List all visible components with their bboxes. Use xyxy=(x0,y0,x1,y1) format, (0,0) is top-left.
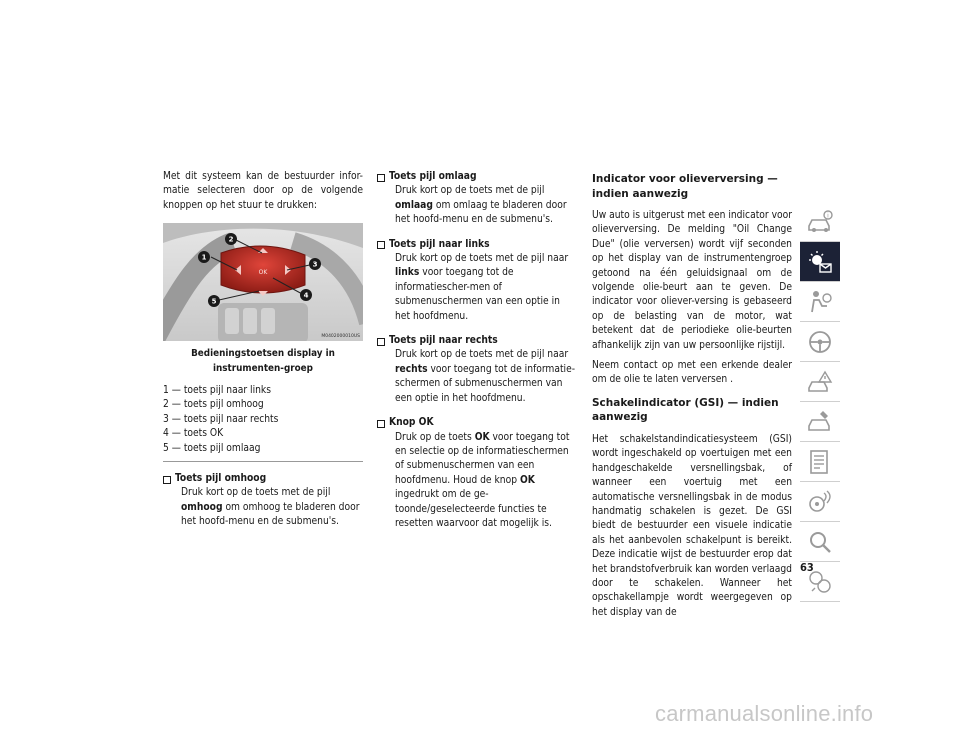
car-warning-icon xyxy=(806,368,834,396)
callout-2: 2 xyxy=(228,235,234,244)
page-number: 63 xyxy=(800,561,814,574)
tab-car-info[interactable] xyxy=(800,202,840,242)
item-down-heading: Toets pijl omlaag xyxy=(377,170,577,184)
dealer-paragraph: Neem contact op met een erkende dealer om de olie te laten verversen . xyxy=(592,360,792,386)
item-down-text: Druk kort op de toets met de pijl omlaag om omlaag te bladeren door het hoofd-menu en de submenu's. xyxy=(395,185,567,226)
item-right-heading: Toets pijl naar rechts xyxy=(377,334,577,348)
checkbox-bullet-icon xyxy=(377,420,385,428)
checkbox-bullet-icon xyxy=(377,338,385,346)
safety-airbag-icon xyxy=(806,288,834,316)
legend-item: 1 — toets pijl naar links xyxy=(163,385,272,397)
callout-4: 4 xyxy=(303,291,309,300)
column-left xyxy=(163,170,363,530)
callout-3: 3 xyxy=(312,260,318,269)
checkbox-bullet-icon xyxy=(163,476,171,484)
steering-controls-figure xyxy=(163,223,363,341)
item-right-text: Druk kort op de toets met de pijl naar rechts voor toegang tot de informatie-schermen of submenuschermen van een optie in het hoofdmenu. xyxy=(395,349,576,404)
tab-safety[interactable] xyxy=(800,282,840,322)
legend-item: 4 — toets OK xyxy=(163,428,224,440)
divider xyxy=(163,461,363,462)
item-up-heading: Toets pijl omhoog xyxy=(163,472,363,486)
tab-emergency[interactable] xyxy=(800,362,840,402)
item-ok-text: Druk op de toets OK voor toegang tot en selectie op de informatieschermen of submenuschermen van een hoofdmenu. Houd de knop OK ingedrukt om de ge-toonde/geselecteerde functies te resetten waarvoor dat mogelijk is. xyxy=(395,431,570,529)
watermark: carmanualsonline.info xyxy=(655,701,874,726)
ok-button-label: OK xyxy=(258,269,268,277)
figure-code: M0402000010US xyxy=(321,334,360,340)
specifications-list-icon xyxy=(806,448,834,476)
dashboard-lights-icon xyxy=(806,248,834,276)
checkbox-bullet-icon xyxy=(377,174,385,182)
oil-change-paragraph: Uw auto is uitgerust met een indicator voor olieverversing. De melding "Oil Change Due" (olie verversen) wordt vijf seconden op het display van de instrumentengroep getoond na één geluidsignaal om de volgende olie-beurt aan te geven. De indicator voor oliever-versing is gebaseerd op de belasting van de motor, wat betekent dat de periodieke olie-beurten afhankelijk zijn van uw persoonlijke rijstijl. xyxy=(592,210,792,351)
legend-item: 3 — toets pijl naar rechts xyxy=(163,413,279,425)
callout-5: 5 xyxy=(211,297,217,306)
item-up-text: Druk kort op de toets met de pijl omhoog om omhoog te bladeren door het hoofd-menu en de submenu's. xyxy=(181,487,360,528)
callout-1: 1 xyxy=(201,253,207,262)
column-middle xyxy=(377,170,577,531)
column-right xyxy=(592,172,792,620)
legend-list xyxy=(163,384,363,456)
section-heading-oil-change: Indicator voor olieverversing — indien aanwezig xyxy=(592,173,778,200)
car-info-icon xyxy=(806,208,834,236)
tab-specifications[interactable] xyxy=(800,442,840,482)
tab-service[interactable] xyxy=(800,402,840,442)
legend-item: 2 — toets pijl omhoog xyxy=(163,399,264,411)
item-left-heading: Toets pijl naar links xyxy=(377,238,577,252)
legend-item: 5 — toets pijl omlaag xyxy=(163,442,261,454)
tab-dashboard-lights[interactable] xyxy=(800,242,840,282)
tab-index[interactable] xyxy=(800,522,840,562)
chapter-tabs xyxy=(800,202,840,602)
tab-multimedia[interactable] xyxy=(800,482,840,522)
car-service-icon xyxy=(806,408,834,436)
figure-caption: Bedieningstoetsen display in instrumenten-groep xyxy=(191,348,335,374)
tab-starting-driving[interactable] xyxy=(800,322,840,362)
steering-wheel-image xyxy=(163,223,363,341)
checkbox-bullet-icon xyxy=(377,241,385,249)
multimedia-icon xyxy=(806,488,834,516)
steering-wheel-icon xyxy=(806,328,834,356)
item-left-text: Druk kort op de toets met de pijl naar links voor toegang tot de informatiescher-men of submenuschermen van een optie in het hoofdmenu. xyxy=(395,253,569,322)
gsi-paragraph: Het schakelstandindicatiesysteem (GSI) wordt ingeschakeld op voertuigen met een handgeschakelde versnellingsbak, of wanneer een voertuig met een automatische versnellingsbak in de modus handmatig schakelen is gezet. De GSI biedt de bestuurder een visuele indicatie als het aanbevolen schakelpunt is bereikt. Deze indicatie wijst de bestuurder erop dat het brandstofverbruik kan worden verlaagd door te schakelen. Wanneer het opschakellampje wordt weergegeven op het display van de xyxy=(592,433,792,618)
search-index-icon xyxy=(806,528,834,556)
section-heading-gsi: Schakelindicator (GSI) — indien aanwezig xyxy=(592,396,779,424)
intro-paragraph: Met dit systeem kan de bestuurder infor-matie selecteren door op de volgende knoppen op het stuur te drukken: xyxy=(163,171,363,211)
svg-text:i: i xyxy=(827,212,829,219)
item-ok-heading: Knop OK xyxy=(377,416,577,430)
